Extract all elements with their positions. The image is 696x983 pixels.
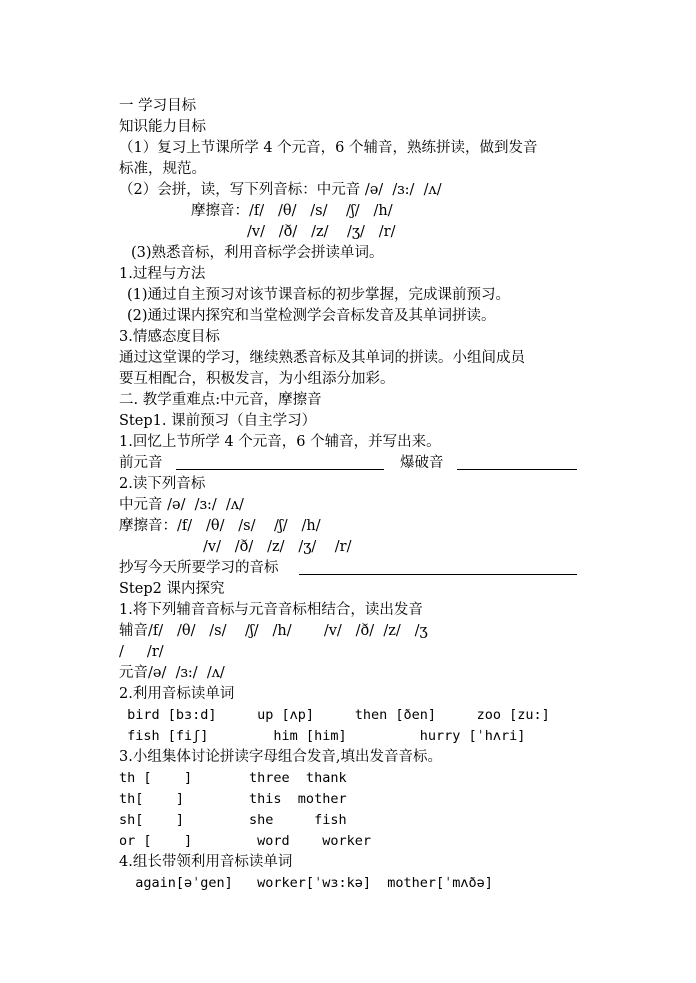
combo-row-th-2: th[ ] this mother bbox=[119, 791, 347, 807]
plosive-blank[interactable] bbox=[457, 469, 577, 470]
goal-2-fricatives-1: 摩擦音：/f/ /θ/ /s/ /ʃ/ /h/ bbox=[191, 203, 393, 219]
heading-learning-goals: 一 学习目标 bbox=[119, 98, 197, 114]
combo-row-or: or [ ] word worker bbox=[119, 833, 371, 849]
attitude-line-1: 通过这堂课的学习，继续熟悉音标及其单词的拼读。小组间成员 bbox=[119, 350, 525, 366]
step1-task-2: 2.读下列音标 bbox=[119, 476, 206, 492]
goal-1-line-2: 标准，规范。 bbox=[119, 161, 206, 177]
combo-row-sh: sh[ ] she fish bbox=[119, 812, 347, 828]
heading-process-methods: 1.过程与方法 bbox=[119, 266, 206, 282]
heading-step1: Step1. 课前预习（自主学习） bbox=[119, 413, 317, 429]
heading-step2: Step2 课内探究 bbox=[119, 581, 225, 597]
process-2: (2)通过课内探究和当堂检测学会音标发音及其单词拼读。 bbox=[127, 308, 496, 324]
heading-knowledge-goals: 知识能力目标 bbox=[119, 119, 206, 135]
heading-attitude-goals: 3.情感态度目标 bbox=[119, 329, 220, 345]
step2-consonants-2: / /r/ bbox=[119, 644, 164, 660]
plosive-label: 爆破音 bbox=[400, 455, 444, 471]
attitude-line-2: 要互相配合，积极发言，为小组添分加彩。 bbox=[119, 371, 395, 387]
goal-2-mid-vowels: （2）会拼，读，写下列音标：中元音 /ə/ /ɜ:/ /ʌ/ bbox=[119, 182, 442, 198]
word-row-2: fish [fiʃ] him [him] hurry [ˈhʌri] bbox=[119, 728, 526, 744]
step2-task-2: 2.利用音标读单词 bbox=[119, 686, 235, 702]
step2-consonants-1: 辅音/f/ /θ/ /s/ /ʃ/ /h/ /v/ /ð/ /z/ /ʒ bbox=[119, 623, 428, 639]
copy-symbols-row bbox=[119, 558, 579, 579]
goal-2-fricatives-2: /v/ /ð/ /z/ /ʒ/ /r/ bbox=[247, 224, 396, 240]
front-vowel-blank[interactable] bbox=[176, 469, 384, 470]
combo-row-th-1: th [ ] three thank bbox=[119, 770, 347, 786]
process-1: (1)通过自主预习对该节课音标的初步掌握，完成课前预习。 bbox=[127, 287, 511, 303]
step1-mid-vowels: 中元音 /ə/ /ɜ:/ /ʌ/ bbox=[119, 497, 244, 513]
step2-task-1: 1.将下列辅音音标与元音音标相结合，读出发音 bbox=[119, 602, 423, 618]
step2-vowels: 元音/ə/ /ɜ:/ /ʌ/ bbox=[119, 665, 225, 681]
step1-fricatives-2: /v/ /ð/ /z/ /ʒ/ /r/ bbox=[203, 539, 352, 555]
goal-1-line-1: （1）复习上节课所学 4 个元音，6 个辅音，熟练拼读，做到发音 bbox=[119, 140, 538, 156]
goal-3: (3)熟悉音标，利用音标学会拼读单词。 bbox=[131, 245, 384, 261]
step2-task-3: 3.小组集体讨论拼读字母组合发音,填出发音音标。 bbox=[119, 749, 442, 765]
heading-key-points: 二. 教学重难点:中元音，摩擦音 bbox=[119, 392, 322, 408]
step1-blank-row bbox=[119, 453, 579, 474]
front-vowel-label: 前元音 bbox=[119, 455, 163, 471]
copy-symbols-label: 抄写今天所要学习的音标 bbox=[119, 560, 279, 576]
step2-task-4: 4.组长带领利用音标读单词 bbox=[119, 854, 293, 870]
word-row-1: bird [bɜ:d] up [ʌp] then [ðen] zoo [zu:] bbox=[119, 707, 550, 723]
step1-fricatives-1: 摩擦音：/f/ /θ/ /s/ /ʃ/ /h/ bbox=[119, 518, 321, 534]
word-row-3: again[əˈgen] worker[ˈwɜ:kə] mother[ˈmʌðə] bbox=[119, 875, 493, 891]
copy-symbols-blank[interactable] bbox=[299, 574, 577, 575]
step1-task-1: 1.回忆上节所学 4 个元音，6 个辅音，并写出来。 bbox=[119, 434, 441, 450]
